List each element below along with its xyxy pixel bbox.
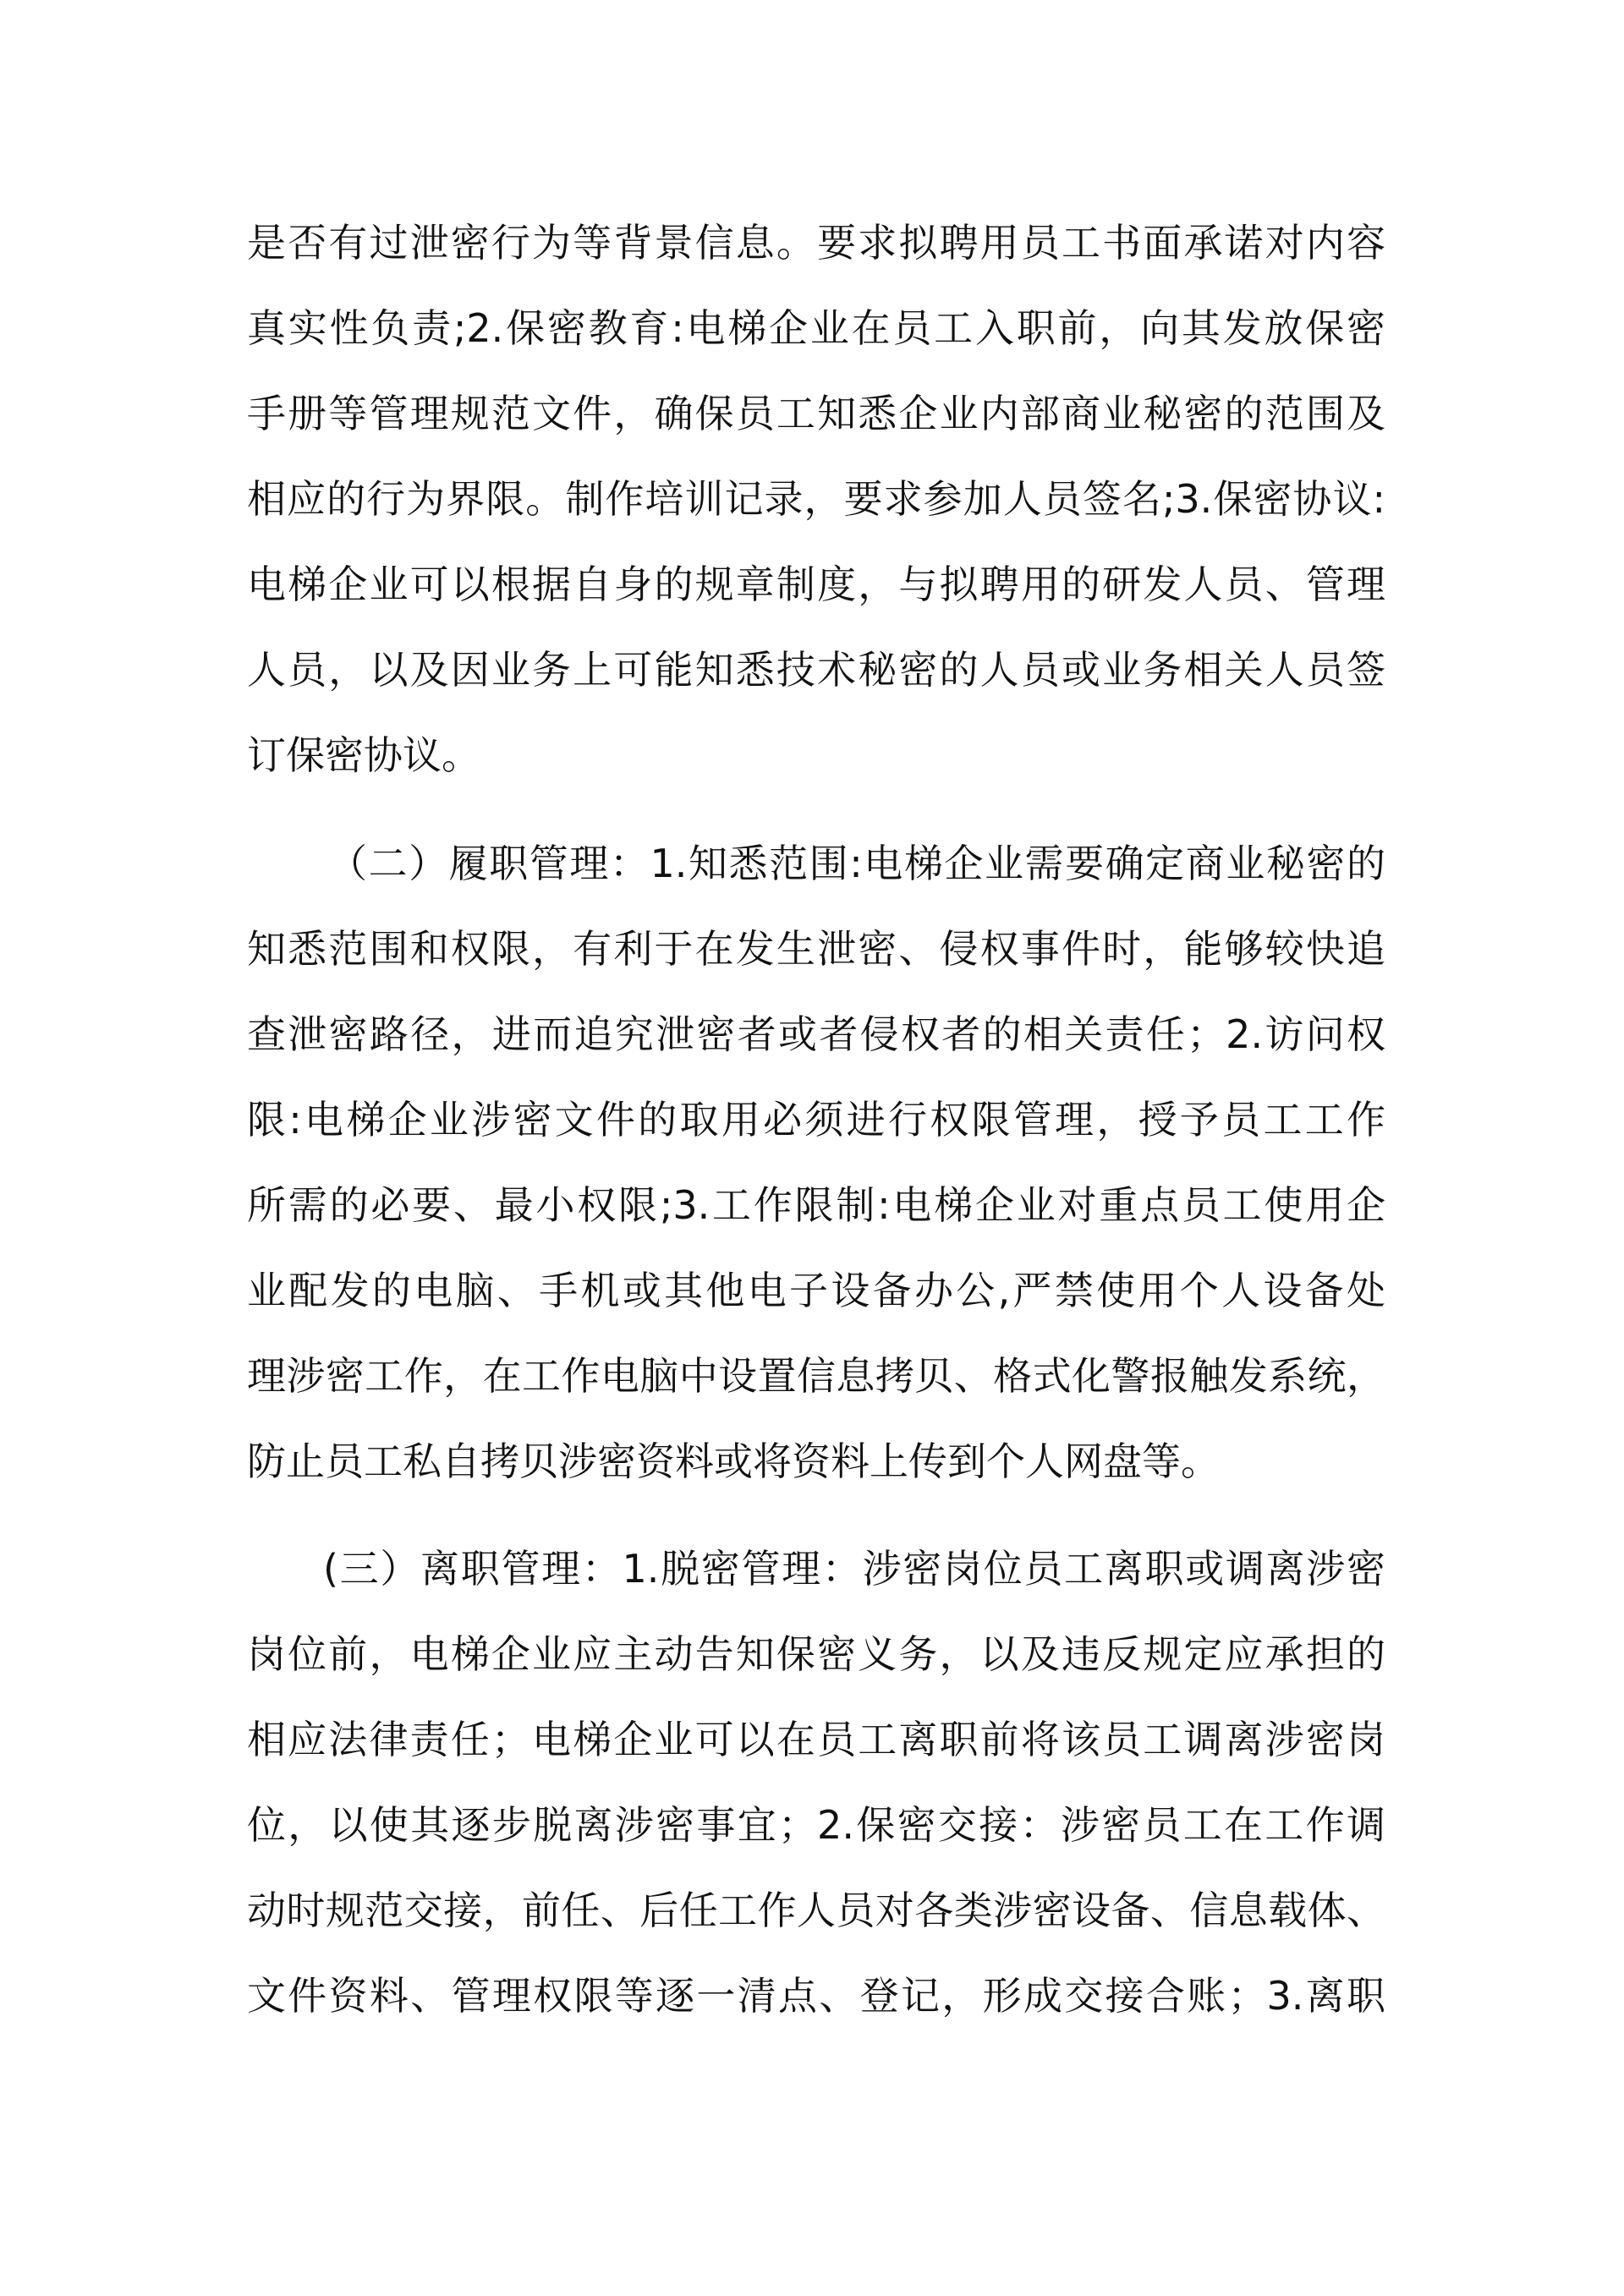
text-line: 所需的必要、最小权限;3.工作限制:电梯企业对重点员工使用企 (247, 1182, 1385, 1228)
text-line: 真实性负责;2.保密教育:电梯企业在员工入职前，向其发放保密 (247, 305, 1385, 351)
text-line: 知悉范围和权限，有利于在发生泄密、侵权事件时，能够较快追 (247, 926, 1385, 972)
text-line: 订保密协议。 (247, 732, 480, 778)
text-line: 动时规范交接，前任、后任工作人员对各类涉密设备、信息载体、 (247, 1888, 1385, 1933)
text-line: 查泄密路径，进而追究泄密者或者侵权者的相关责任；2.访问权 (247, 1011, 1385, 1057)
text-line: 岗位前，电梯企业应主动告知保密义务，以及违反规定应承担的 (247, 1631, 1385, 1677)
text-line: 文件资料、管理权限等逐一清点、登记，形成交接合账；3.离职 (247, 1973, 1385, 2019)
text-line: 相应的行为界限。制作培训记录，要求参加人员签名;3.保密协议: (247, 476, 1385, 522)
text-line: 理涉密工作，在工作电脑中设置信息拷贝、格式化警报触发系统， (247, 1353, 1385, 1399)
text-line: 位，以使其逐步脱离涉密事宜；2.保密交接：涉密员工在工作调 (247, 1802, 1385, 1848)
paragraph-resignation-management (247, 1526, 1385, 2039)
text-line: （二）履职管理：1.知悉范围:电梯企业需要确定商业秘密的 (328, 841, 1385, 886)
text-line: 限:电梯企业涉密文件的取用必须进行权限管理，授予员工工作 (247, 1097, 1385, 1143)
text-line: 电梯企业可以根据自身的规章制度，与拟聘用的研发人员、管理 (247, 562, 1385, 607)
text-line: 是否有过泄密行为等背景信息。要求拟聘用员工书面承诺对内容 (247, 220, 1385, 266)
paragraph-duty-management (247, 821, 1385, 1504)
text-line: 防止员工私自拷贝涉密资料或将资料上传到个人网盘等。 (247, 1438, 1220, 1484)
text-line: 手册等管理规范文件，确保员工知悉企业内部商业秘密的范围及 (247, 391, 1385, 436)
paragraph-background-check (247, 200, 1385, 798)
text-line: 相应法律责任；电梯企业可以在员工离职前将该员工调离涉密岗 (247, 1717, 1385, 1762)
text-line: 人员，以及因业务上可能知悉技术秘密的人员或业务相关人员签 (247, 647, 1385, 693)
text-line: 业配发的电脑、手机或其他电子设备办公,严禁使用个人设备处 (247, 1268, 1385, 1313)
text-line: (三）离职管理：1.脱密管理：涉密岗位员工离职或调离涉密 (323, 1546, 1385, 1592)
